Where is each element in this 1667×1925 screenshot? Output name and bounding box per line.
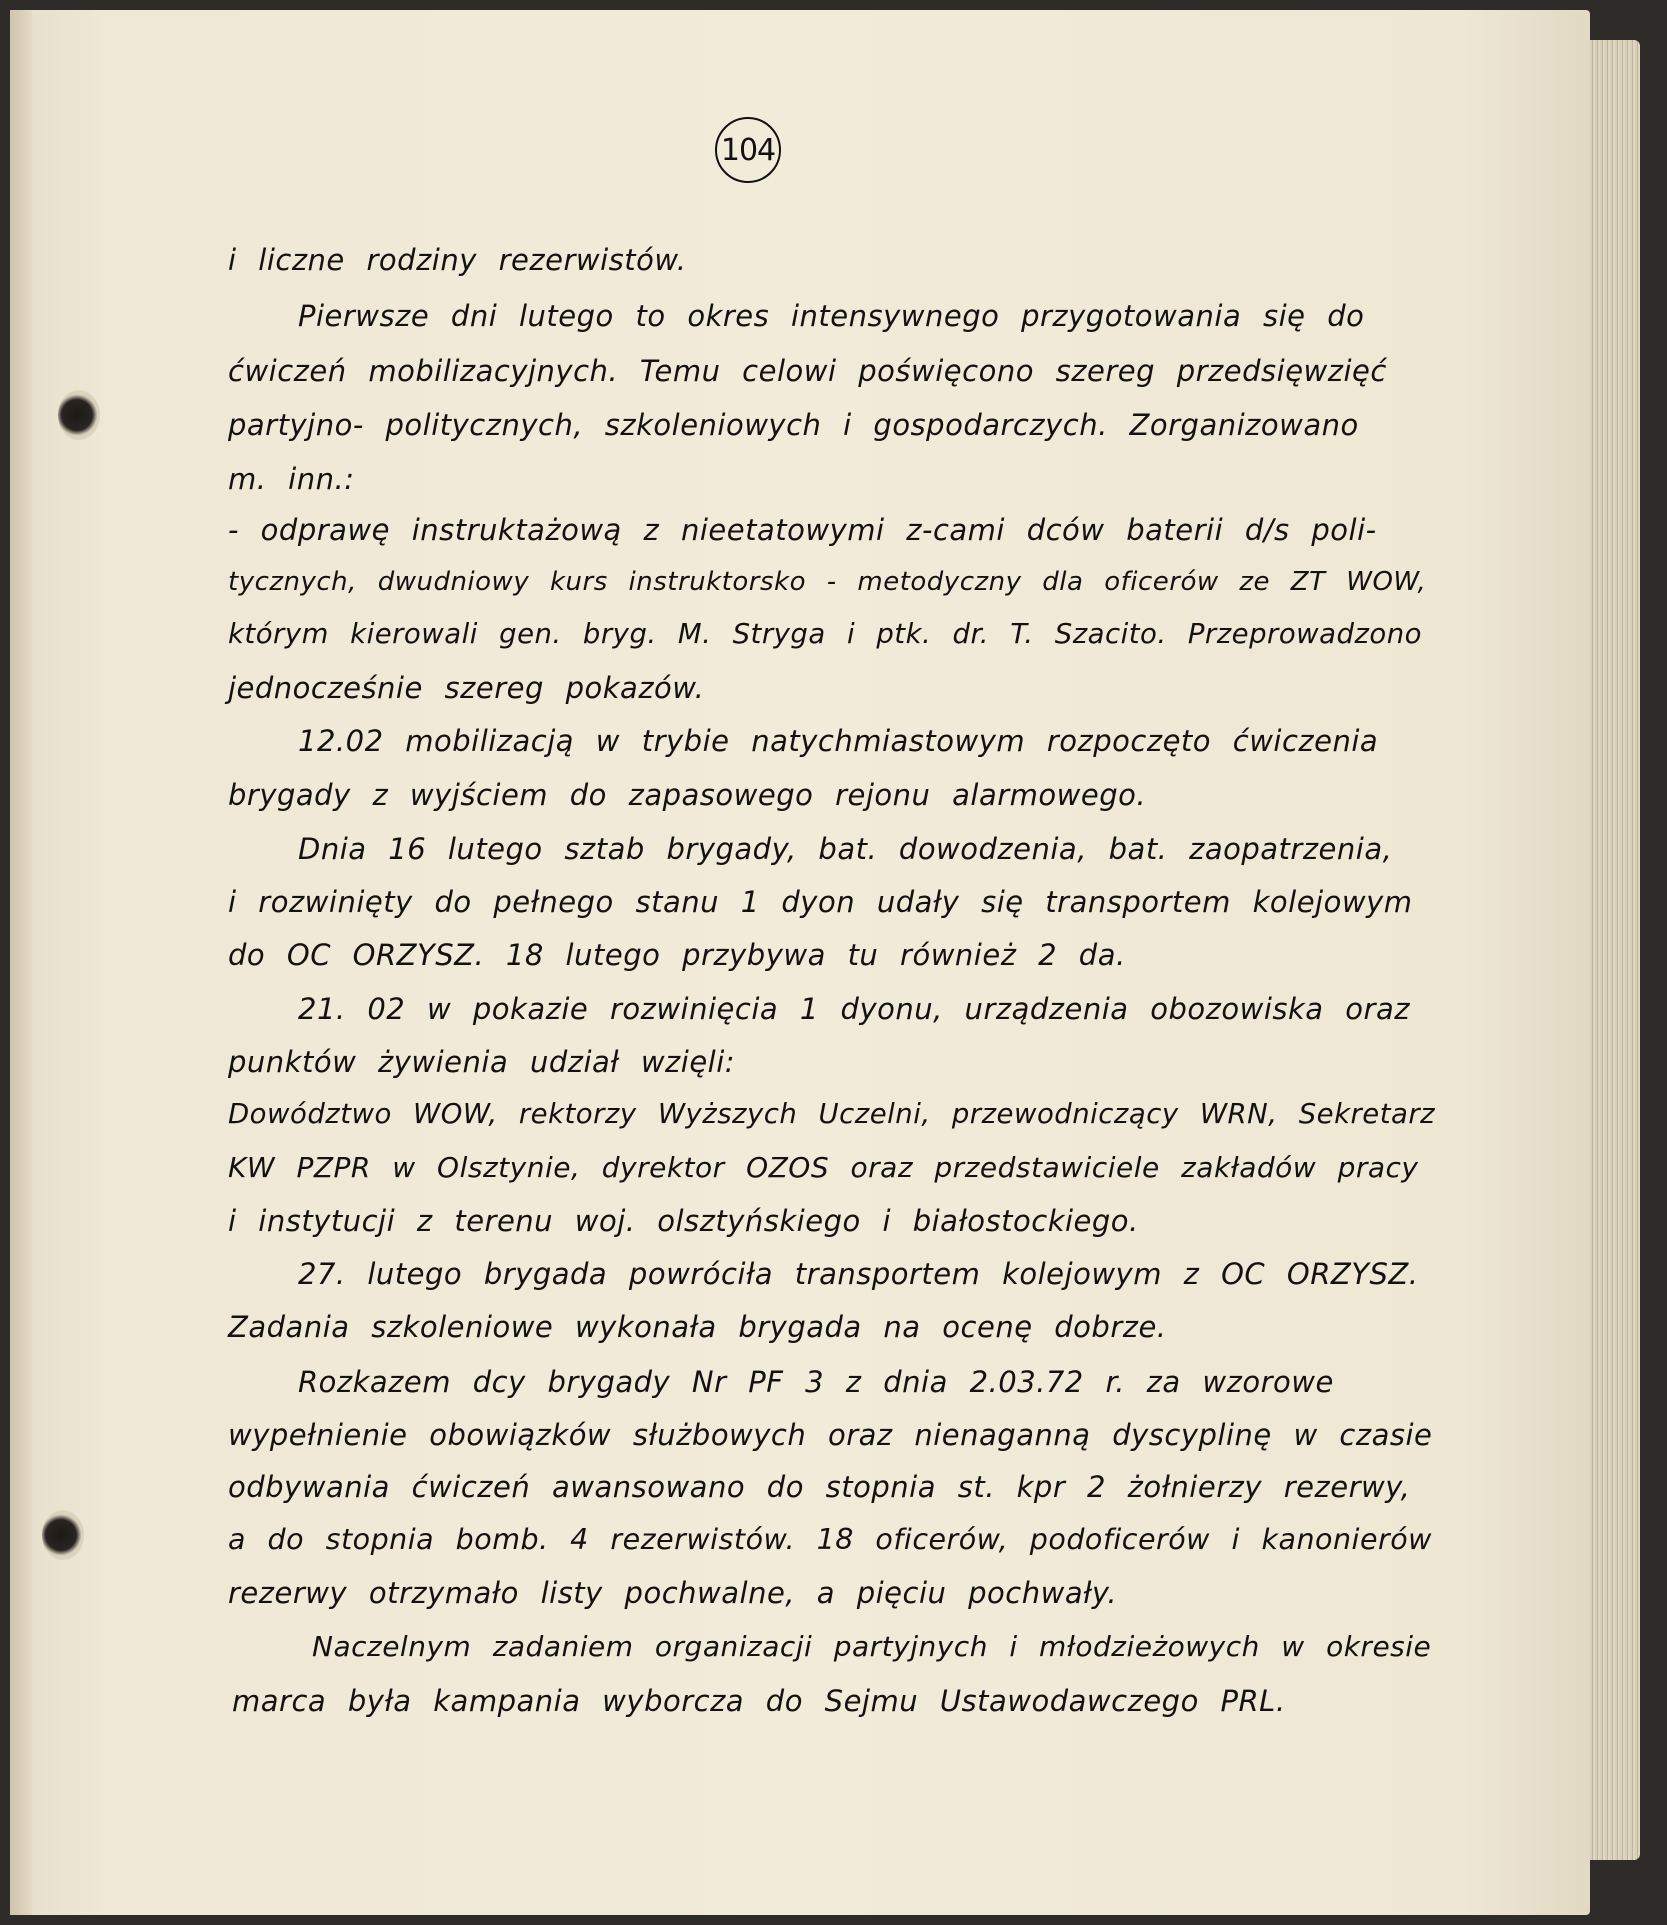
- binder-hole-bottom: [42, 1510, 84, 1560]
- text-line-18: KW PZPR w Olsztynie, dyrektor OZOS oraz przedstawiciele zakładów pracy: [228, 1151, 1419, 1184]
- text-line-2: Pierwsze dni lutego to okres intensywnego przygotowania się do: [298, 299, 1365, 333]
- binder-hole-top: [58, 390, 100, 440]
- text-line-26: rezerwy otrzymało listy pochwalne, a pięciu pochwały.: [228, 1576, 1118, 1610]
- text-line-8: którym kierowali gen. bryg. M. Stryga i ptk. dr. T. Szacito. Przeprowadzono: [228, 618, 1422, 650]
- text-line-16: punktów żywienia udział wzięli:: [228, 1045, 736, 1079]
- text-line-25: a do stopnia bomb. 4 rezerwistów. 18 oficerów, podoficerów i kanonierów: [228, 1523, 1432, 1556]
- text-line-3: ćwiczeń mobilizacyjnych. Temu celowi poświęcono szereg przedsięwzięć: [228, 354, 1387, 388]
- text-line-7: tycznych, dwudniowy kurs instruktorsko - metodyczny dla oficerów ze ZT WOW,: [228, 567, 1427, 597]
- text-line-14: do OC ORZYSZ. 18 lutego przybywa tu również 2 da.: [228, 938, 1126, 972]
- text-line-6: - odprawę instruktażową z nieetatowymi z-cami dców baterii d/s poli-: [228, 513, 1377, 547]
- text-line-19: i instytucji z terenu woj. olsztyńskiego i białostockiego.: [228, 1204, 1139, 1238]
- text-line-1: i liczne rodziny rezerwistów.: [228, 243, 687, 277]
- page-stack-edge: [1590, 40, 1640, 1860]
- text-line-15: 21. 02 w pokazie rozwinięcia 1 dyonu, urządzenia obozowiska oraz: [298, 992, 1410, 1026]
- text-line-24: odbywania ćwiczeń awansowano do stopnia st. kpr 2 żołnierzy rezerwy,: [228, 1470, 1411, 1504]
- text-line-11: brygady z wyjściem do zapasowego rejonu alarmowego.: [228, 778, 1147, 812]
- page-number-circle: 104: [715, 117, 781, 183]
- text-line-27: Naczelnym zadaniem organizacji partyjnych i młodzieżowych w okresie: [312, 1630, 1432, 1663]
- text-line-4: partyjno- politycznych, szkoleniowych i gospodarczych. Zorganizowano: [228, 408, 1359, 442]
- text-line-13: i rozwinięty do pełnego stanu 1 dyon udały się transportem kolejowym: [228, 885, 1413, 919]
- text-line-12: Dnia 16 lutego sztab brygady, bat. dowodzenia, bat. zaopatrzenia,: [298, 832, 1393, 866]
- text-line-22: Rozkazem dcy brygady Nr PF 3 z dnia 2.03.72 r. za wzorowe: [298, 1365, 1334, 1399]
- text-line-23: wypełnienie obowiązków służbowych oraz nienaganną dyscyplinę w czasie: [228, 1418, 1433, 1452]
- text-line-21: Zadania szkoleniowe wykonała brygada na ocenę dobrze.: [228, 1310, 1167, 1344]
- text-line-9: jednocześnie szereg pokazów.: [228, 671, 705, 705]
- text-line-20: 27. lutego brygada powróciła transportem kolejowym z OC ORZYSZ.: [298, 1257, 1419, 1291]
- text-line-17: Dowództwo WOW, rektorzy Wyższych Uczelni, przewodniczący WRN, Sekretarz: [228, 1098, 1436, 1130]
- text-line-10: 12.02 mobilizacją w trybie natychmiastowym rozpoczęto ćwiczenia: [298, 724, 1379, 758]
- binding-edge: [10, 10, 32, 1915]
- text-line-28: marca była kampania wyborcza do Sejmu Ustawodawczego PRL.: [232, 1684, 1286, 1718]
- text-line-5: m. inn.:: [228, 462, 355, 496]
